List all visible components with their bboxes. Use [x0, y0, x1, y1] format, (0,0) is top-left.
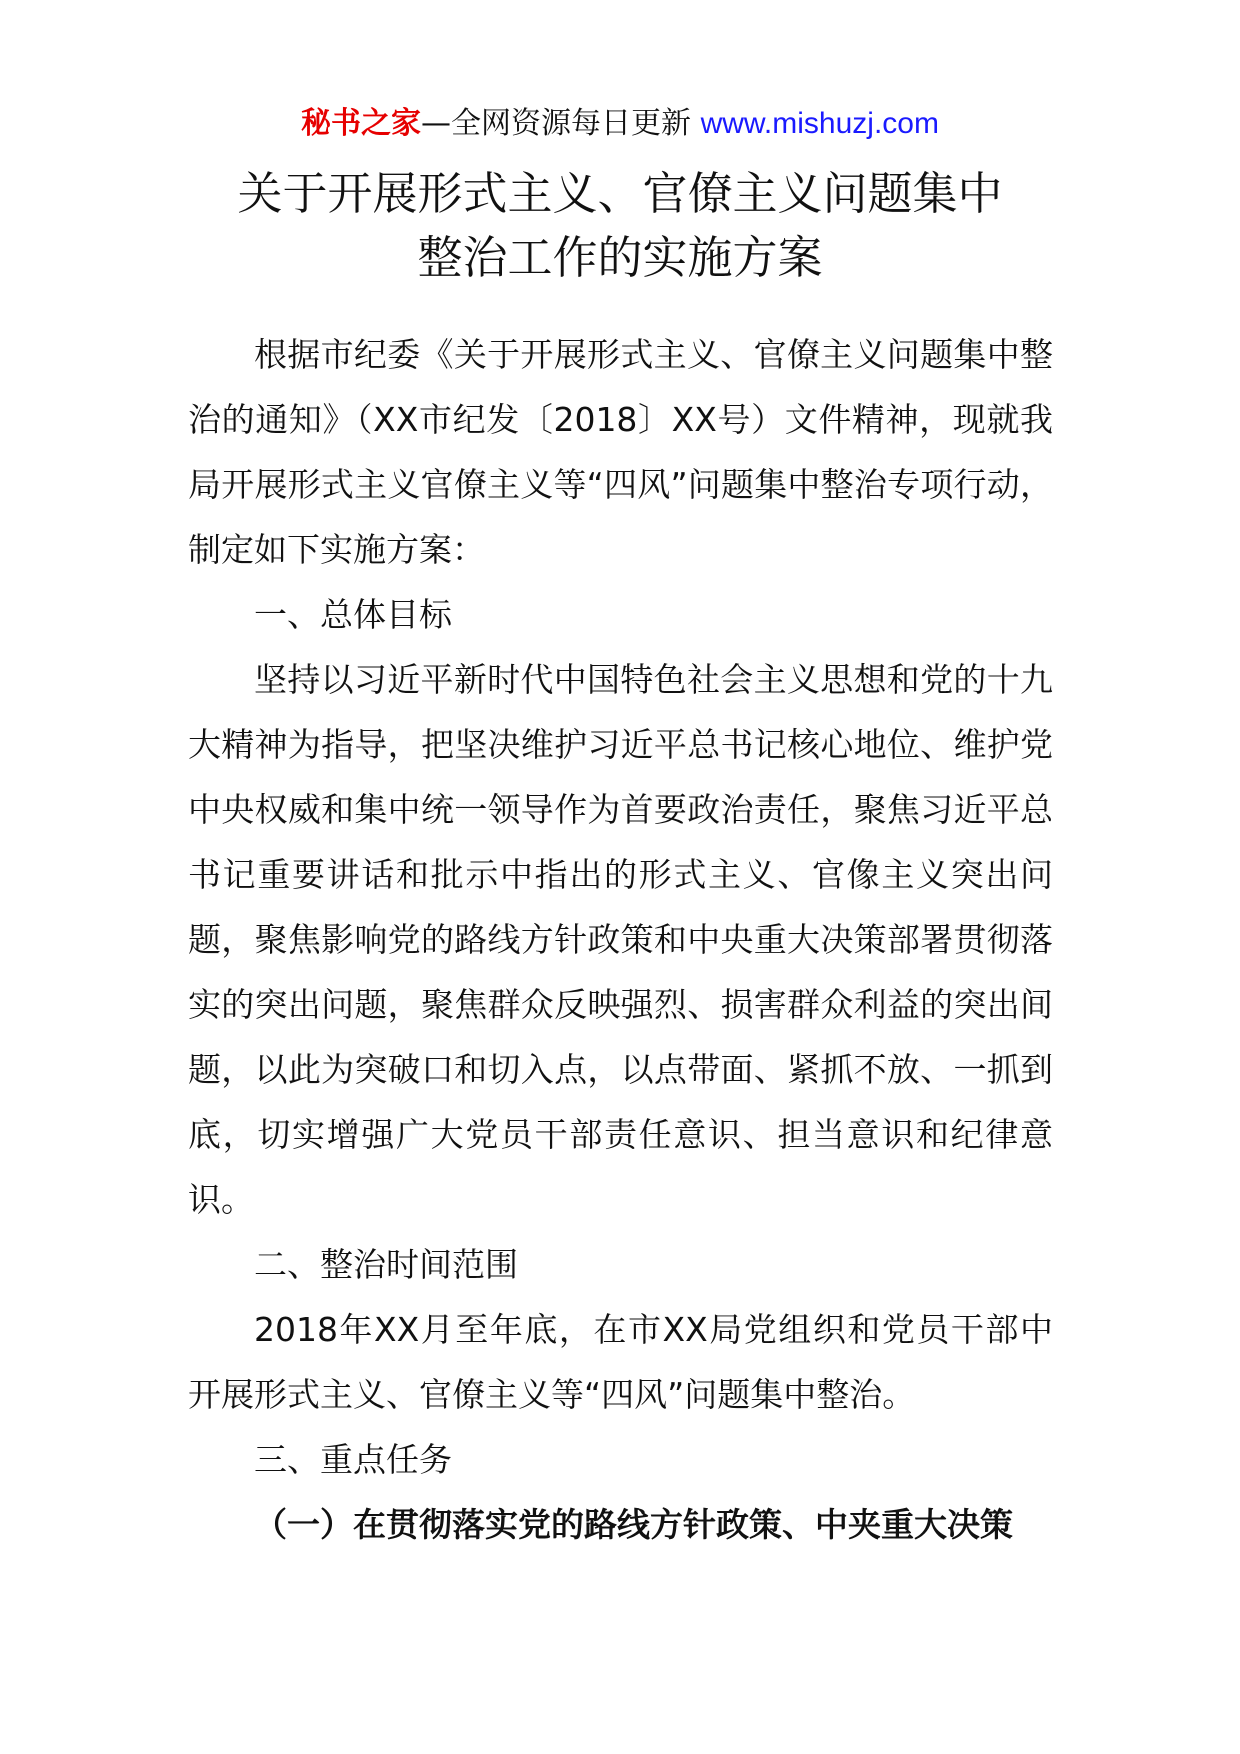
site-banner	[0, 102, 1240, 146]
title-line-2: 整治工作的实施方案	[417, 231, 823, 284]
intro-paragraph: 根据市纪委《关于开展形式主义、官僚主义问题集中整治的通知》（XX市纪发〔2018〕XX号）文件精神，现就我局开展形式主义官僚主义等“四风”问题集中整治专项行动，制定如下实施方案：	[188, 335, 1053, 569]
brand-name: 秘书之家	[301, 106, 422, 141]
banner-tagline: —全网资源每日更新	[421, 106, 692, 141]
section-3-subheading-1: （一）在贯彻落实党的路线方针政策、中夹重大决策	[254, 1505, 1013, 1544]
document-title	[0, 162, 1240, 290]
site-url-link[interactable]: www.mishuzj.com	[700, 107, 939, 140]
title-line-1: 关于开展形式主义、官僚主义问题集中	[237, 167, 1003, 220]
section-2-paragraph: 2018年XX月至年底，在市XX局党组织和党员干部中开展形式主义、官僚主义等“四风”问题集中整治。	[188, 1310, 1053, 1414]
section-3-heading: 三、重点任务	[254, 1440, 452, 1479]
section-2-heading: 二、整治时间范围	[254, 1245, 518, 1284]
section-1-heading: 一、总体目标	[254, 595, 452, 634]
section-1-paragraph: 坚持以习近平新时代中国特色社会主义思想和党的十九大精神为指导，把坚决维护习近平总书记核心地位、维护党中央权威和集中统一领导作为首要政治责任，聚焦习近平总书记重要讲话和批示中指出的形式主义、官像主义突出问题，聚焦影响党的路线方针政策和中央重大决策部署贯彻落实的突出问题，聚焦群众反映强烈、损害群众利益的突出间题，以此为突破口和切入点，以点带面、紧抓不放、一抓到底，切实增强广大党员干部责任意识、担当意识和纪律意识。	[188, 660, 1053, 1219]
document-body	[188, 322, 1053, 1557]
